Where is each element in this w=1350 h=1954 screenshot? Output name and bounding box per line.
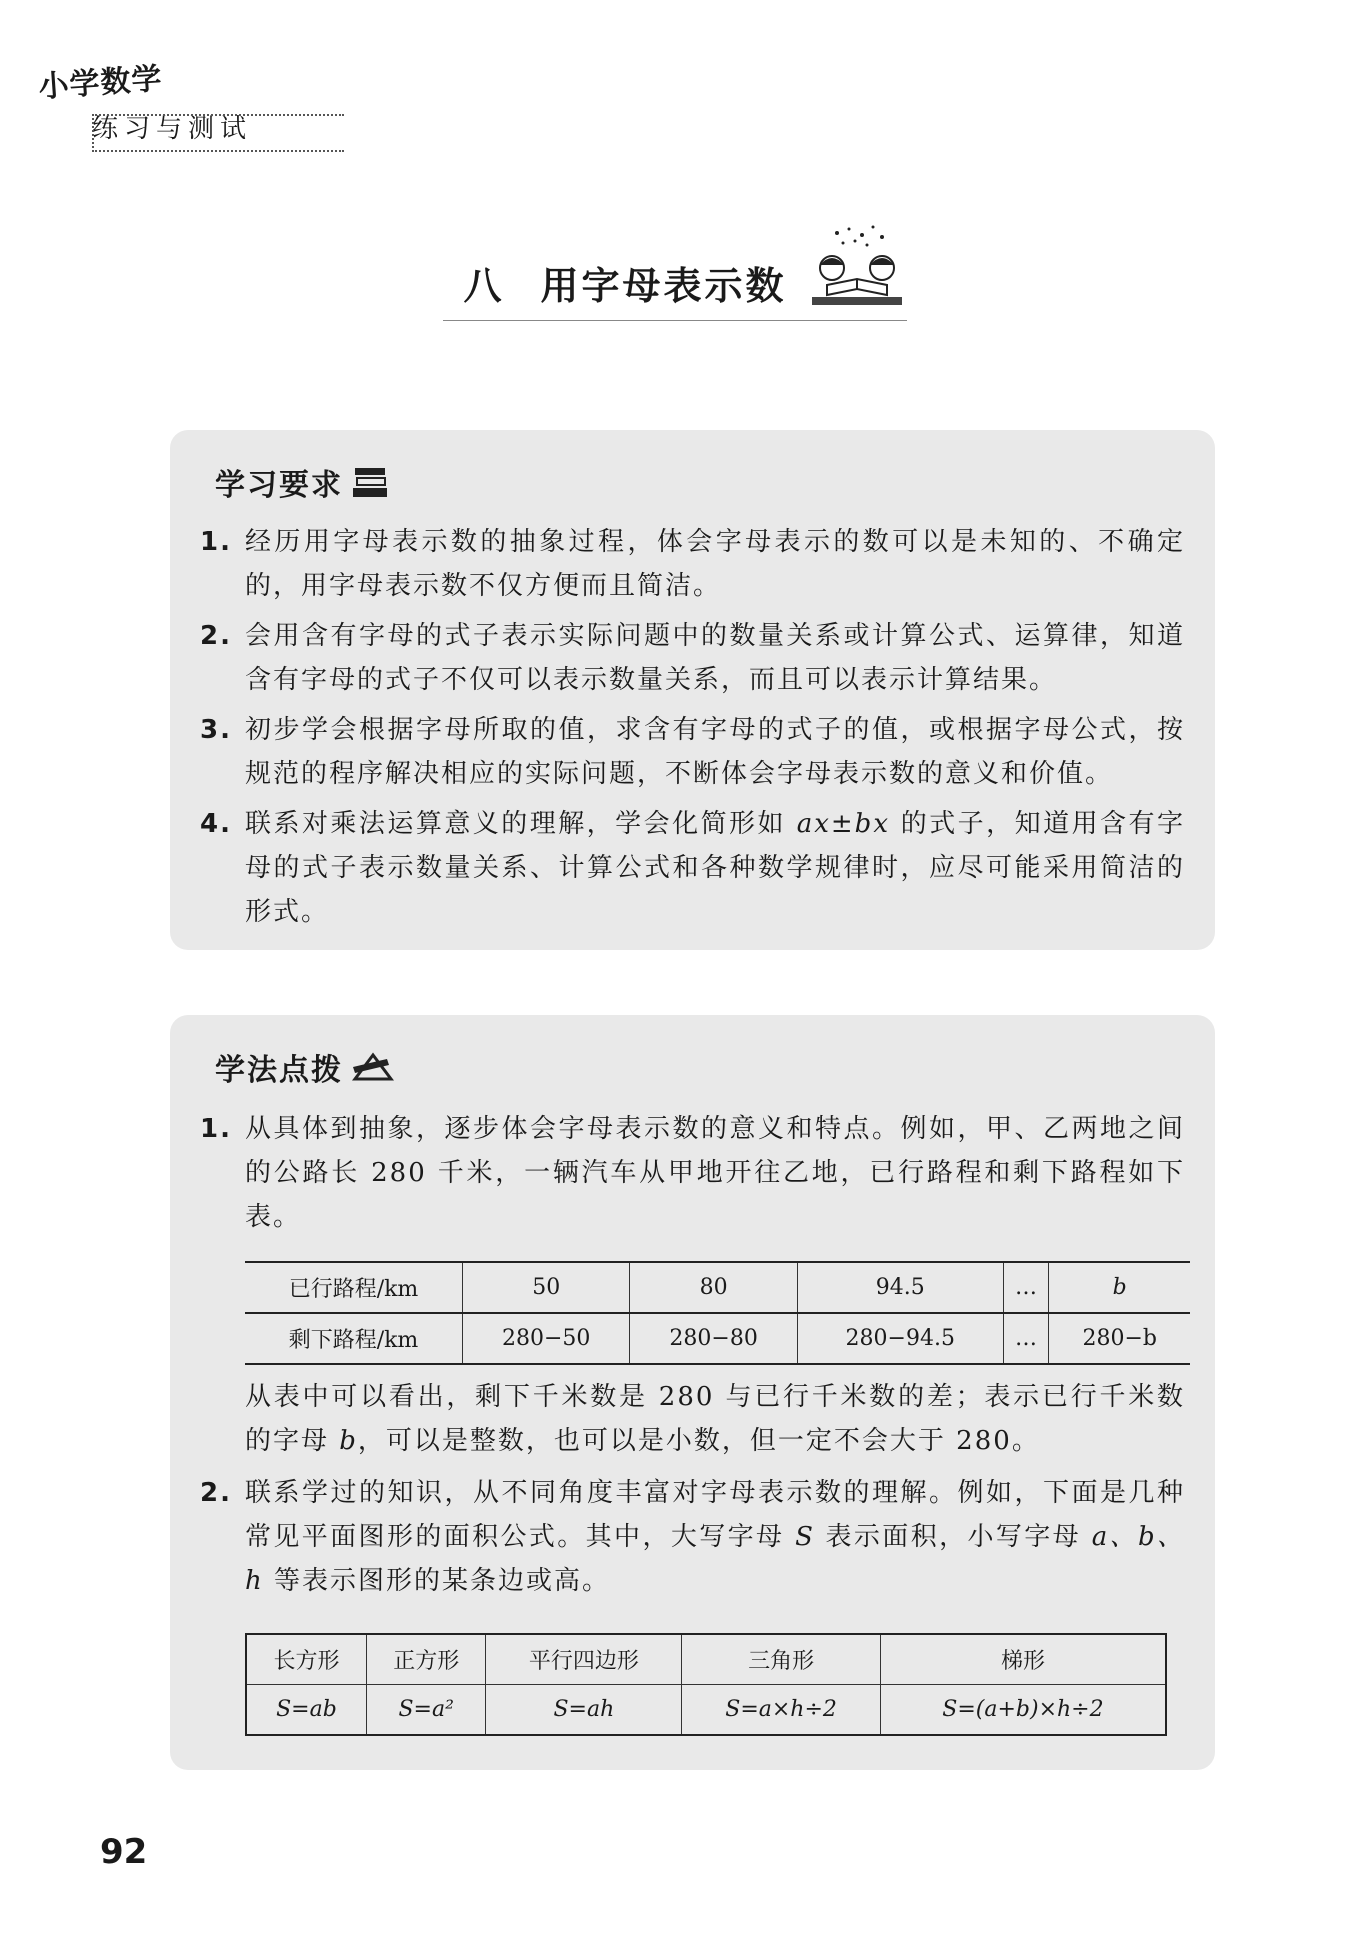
learning-requirements-panel [170, 430, 1215, 950]
formula: ax±bx [796, 809, 890, 839]
requirement-item: 2. 会用含有字母的式子表示实际问题中的数量关系或计算公式、运算律，知道含有字母的式子不仅可以表示数量关系，而且可以表示计算结果。 [200, 621, 1185, 695]
tip-item: 2. 联系学过的知识，从不同角度丰富对字母表示数的理解。例如，下面是几种常见平面图形的面积公式。其中，大写字母 S 表示面积，小写字母 a、b、h 等表示图形的某条边或高。 [200, 1478, 1186, 1596]
series-title: 小学数学 [37, 61, 164, 106]
table-row: 已行路程/km 50 80 94.5 … b [245, 1262, 1190, 1313]
requirement-item: 1. 经历用字母表示数的抽象过程，体会字母表示的数可以是未知的、不确定的，用字母表示数不仅方便而且简洁。 [200, 527, 1185, 601]
chapter-heading [0, 255, 1350, 321]
pencil-ruler-icon [351, 1049, 395, 1085]
series-subtitle: 练习与测试 [92, 114, 253, 144]
tips-title: 学法点拨 [215, 1053, 343, 1088]
series-brand [37, 61, 360, 145]
learning-tips-panel [170, 1015, 1215, 1770]
book-stack-icon [351, 464, 391, 500]
requirements-title: 学习要求 [215, 468, 343, 503]
area-formula-table [245, 1633, 1167, 1736]
requirement-item: 4. 联系对乘法运算意义的理解，学会化简形如 ax±bx 的式子，知道用含有字母的式子表示数量关系、计算公式和各种数学规律时，应尽可能采用简洁的形式。 [200, 809, 1185, 927]
brand-dotted-frame [92, 114, 344, 152]
requirement-item: 3. 初步学会根据字母所取的值，求含有字母的式子的值，或根据字母公式，按规范的程序解决相应的实际问题，不断体会字母表示数的意义和价值。 [200, 715, 1185, 789]
tips-heading [215, 1045, 395, 1089]
chapter-number: 八 [463, 263, 505, 308]
chapter-title: 用字母表示数 [540, 263, 787, 308]
table-header-row: 长方形 正方形 平行四边形 三角形 梯形 [246, 1634, 1166, 1685]
page-number: 92 [100, 1832, 148, 1872]
tip-item: 1. 从具体到抽象，逐步体会字母表示数的意义和特点。例如，甲、乙两地之间的公路长 280 千米，一辆汽车从甲地开往乙地，已行路程和剩下路程如下表。 [200, 1114, 1185, 1232]
distance-table [245, 1261, 1190, 1365]
reading-kids-illustration [807, 223, 907, 309]
table-explanation: 从表中可以看出，剩下千米数是 280 与已行千米数的差；表示已行千米数的字母 b，可以是整数，也可以是小数，但一定不会大于 280。 [245, 1382, 1185, 1456]
table-row: S=ab S=a² S=ah S=a×h÷2 S=(a+b)×h÷2 [246, 1685, 1166, 1736]
table-row: 剩下路程/km 280−50 280−80 280−94.5 … 280−b [245, 1313, 1190, 1364]
requirements-heading [215, 460, 391, 504]
